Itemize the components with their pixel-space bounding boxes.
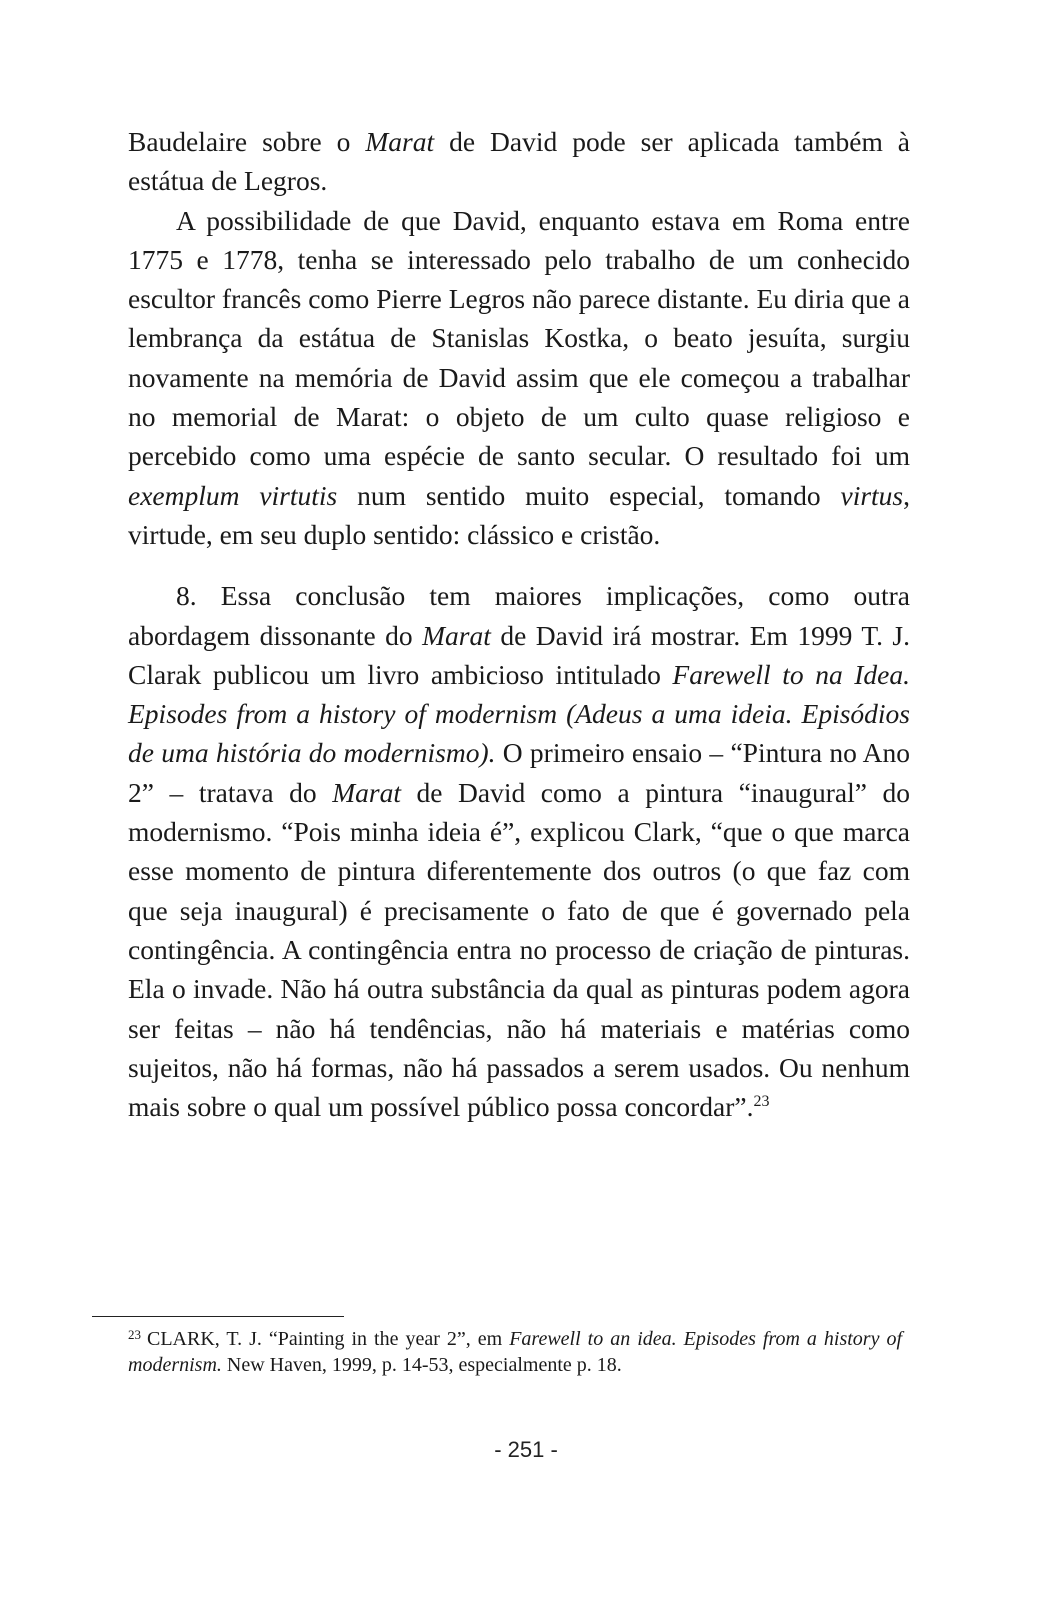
paragraph-3-text-e: O primeiro ensaio – “Pintura no Ano 2” – tratava do — [128, 737, 910, 808]
paragraph-2 — [128, 201, 910, 555]
paragraph-3-italic-book-title: Farewell to na Idea. Episodes from a history of modernism (Adeus a uma ideia. Episódios de uma história do modernismo). — [128, 658, 910, 769]
paragraph-2-text-a: A possibilidade de que David, enquanto estava em Roma entre 1775 e 1778, tenha se interessado pelo trabalho de um conhecido escultor francês como Pierre Legros não parece distante. Eu diria que a lembrança da estátua de Stanislas Kostka, o beato jesuíta, surgiu novamente na memória de David assim que ele começou a trabalhar no memorial de Marat: o objeto de um culto quase religioso e percebido como uma espécie de santo secular. O resultado foi um — [128, 204, 910, 472]
paragraph-2-text-e: , virtude, em seu duplo sentido: clássico e cristão. — [128, 479, 910, 550]
page-body — [128, 122, 910, 1126]
paragraph-3-text-a: 8. Essa conclusão tem maiores implicações, como outra abordagem dissonante do — [128, 580, 910, 651]
footnote-reference: 23 — [753, 1093, 770, 1111]
paragraph-3-italic-marat-2: Marat — [332, 776, 401, 808]
paragraph-1-text-a: Baudelaire sobre o — [128, 126, 366, 157]
paragraph-2-italic-virtus: virtus — [840, 479, 904, 511]
paragraph-3 — [128, 576, 910, 1126]
paragraph-3-italic-marat: Marat — [422, 619, 491, 651]
paragraph-3-text-c: de David irá mostrar. Em 1999 T. J. Clarak publicou um livro ambicioso intitulado — [128, 619, 910, 690]
footnote-text-a: CLARK, T. J. “Painting in the year 2”, em — [147, 1328, 510, 1350]
page-number: - 251 - — [494, 1437, 558, 1462]
paragraph-2-italic-exemplum: exemplum virtutis — [128, 479, 338, 511]
paragraph-1-italic-marat: Marat — [365, 126, 435, 157]
paragraph-1-text-c: de David pode ser aplicada também à estátua de Legros. — [128, 126, 911, 197]
paragraph-2-text-c: num sentido muito especial, tomando — [337, 479, 841, 511]
footnote-text-c: New Haven, 1999, p. 14-53, especialmente p. 18. — [221, 1354, 622, 1376]
footnote-number: 23 — [128, 1327, 141, 1342]
footnote-divider — [92, 1316, 344, 1317]
footnote-italic-title: Farewell to an idea. Episodes from a history of modernism. — [128, 1328, 902, 1376]
footnote — [128, 1326, 902, 1378]
paragraph-1 — [128, 122, 910, 201]
paragraph-3-text-g: de David como a pintura “inaugural” do modernismo. “Pois minha ideia é”, explicou Clark, “que o que marca esse momento de pintura diferentemente dos outros (o que faz com que seja inaugural) é precisamente o fato de que é governado pela contingência. A contingência entra no processo de criação de pinturas. Ela o invade. Não há outra substância da qual as pinturas podem agora ser feitas – não há tendências, não há materiais e matérias como sujeitos, não há formas, não há passados a serem usados. Ou nenhum mais sobre o qual um possível público possa concordar”. — [128, 776, 910, 1123]
